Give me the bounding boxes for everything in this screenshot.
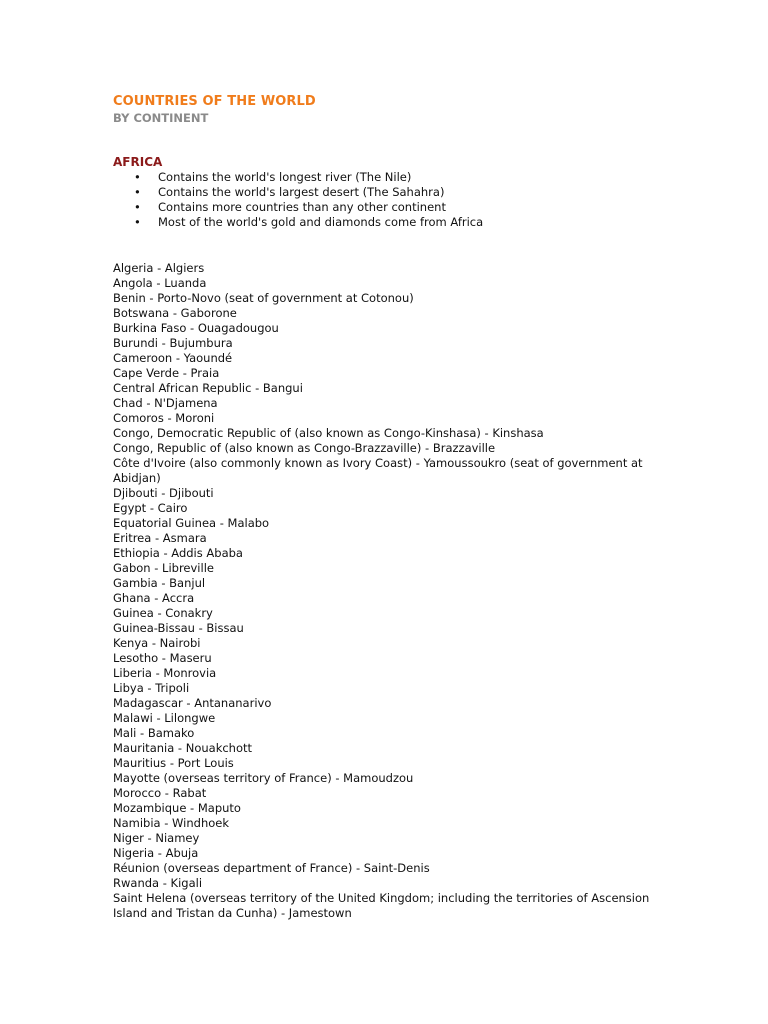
country-item: Eritrea - Asmara xyxy=(113,531,207,545)
country-item: Angola - Luanda xyxy=(113,276,207,290)
country-item: Comoros - Moroni xyxy=(113,411,215,425)
country-item: Morocco - Rabat xyxy=(113,786,207,800)
country-item: Malawi - Lilongwe xyxy=(113,711,216,725)
country-item: Botswana - Gaborone xyxy=(113,306,237,320)
country-item: Equatorial Guinea - Malabo xyxy=(113,516,270,530)
country-item: Madagascar - Antananarivo xyxy=(113,696,272,710)
country-item: Egypt - Cairo xyxy=(113,501,188,515)
country-item: Mali - Bamako xyxy=(113,726,195,740)
country-item: Gambia - Banjul xyxy=(113,576,206,590)
country-item: Congo, Democratic Republic of (also known as Congo-Kinshasa) - Kinshasa xyxy=(113,426,544,440)
country-item: Cameroon - Yaoundé xyxy=(113,351,233,365)
country-item: Réunion (overseas department of France) - Saint-Denis xyxy=(113,861,430,875)
fact-item: • Contains the world's longest river (The Nile) xyxy=(113,170,483,185)
country-item: Mauritius - Port Louis xyxy=(113,756,234,770)
country-item: Lesotho - Maseru xyxy=(113,651,212,665)
country-item: Burkina Faso - Ouagadougou xyxy=(113,321,279,335)
country-item: Kenya - Nairobi xyxy=(113,636,201,650)
country-item: Central African Republic - Bangui xyxy=(113,381,303,395)
country-item: Mozambique - Maputo xyxy=(113,801,241,815)
section-heading-africa: AFRICA xyxy=(113,155,163,169)
country-item: Ghana - Accra xyxy=(113,591,195,605)
country-item: Burundi - Bujumbura xyxy=(113,336,233,350)
country-item: Guinea - Conakry xyxy=(113,606,213,620)
country-item: Djibouti - Djibouti xyxy=(113,486,214,500)
fact-item: • Most of the world's gold and diamonds come from Africa xyxy=(113,215,483,230)
country-item: Guinea-Bissau - Bissau xyxy=(113,621,244,635)
country-capital-list xyxy=(113,261,653,921)
country-item: Mauritania - Nouakchott xyxy=(113,741,253,755)
country-item: Chad - N'Djamena xyxy=(113,396,218,410)
country-item: Mayotte (overseas territory of France) - Mamoudzou xyxy=(113,771,414,785)
country-item: Côte d'Ivoire (also commonly known as Ivory Coast) - Yamoussoukro (seat of government at Abidjan) xyxy=(113,456,643,485)
fact-item: • Contains more countries than any other continent xyxy=(113,200,483,215)
country-item: Namibia - Windhoek xyxy=(113,816,230,830)
country-item: Liberia - Monrovia xyxy=(113,666,217,680)
country-item: Rwanda - Kigali xyxy=(113,876,203,890)
country-item: Benin - Porto-Novo (seat of government at Cotonou) xyxy=(113,291,414,305)
country-item: Congo, Republic of (also known as Congo-Brazzaville) - Brazzaville xyxy=(113,441,496,455)
document-title: COUNTRIES OF THE WORLD xyxy=(113,94,316,109)
country-item: Niger - Niamey xyxy=(113,831,200,845)
africa-facts-list xyxy=(113,170,483,230)
country-item: Cape Verde - Praia xyxy=(113,366,220,380)
country-item: Libya - Tripoli xyxy=(113,681,190,695)
country-item: Algeria - Algiers xyxy=(113,261,205,275)
document-subtitle: BY CONTINENT xyxy=(113,111,209,125)
country-item: Gabon - Libreville xyxy=(113,561,214,575)
country-item: Ethiopia - Addis Ababa xyxy=(113,546,243,560)
country-item: Saint Helena (overseas territory of the United Kingdom; including the territories of Ascension Island and Tristan da Cunha) - Jamestown xyxy=(113,891,650,920)
country-item: Nigeria - Abuja xyxy=(113,846,199,860)
fact-item: • Contains the world's largest desert (The Sahahra) xyxy=(113,185,483,200)
